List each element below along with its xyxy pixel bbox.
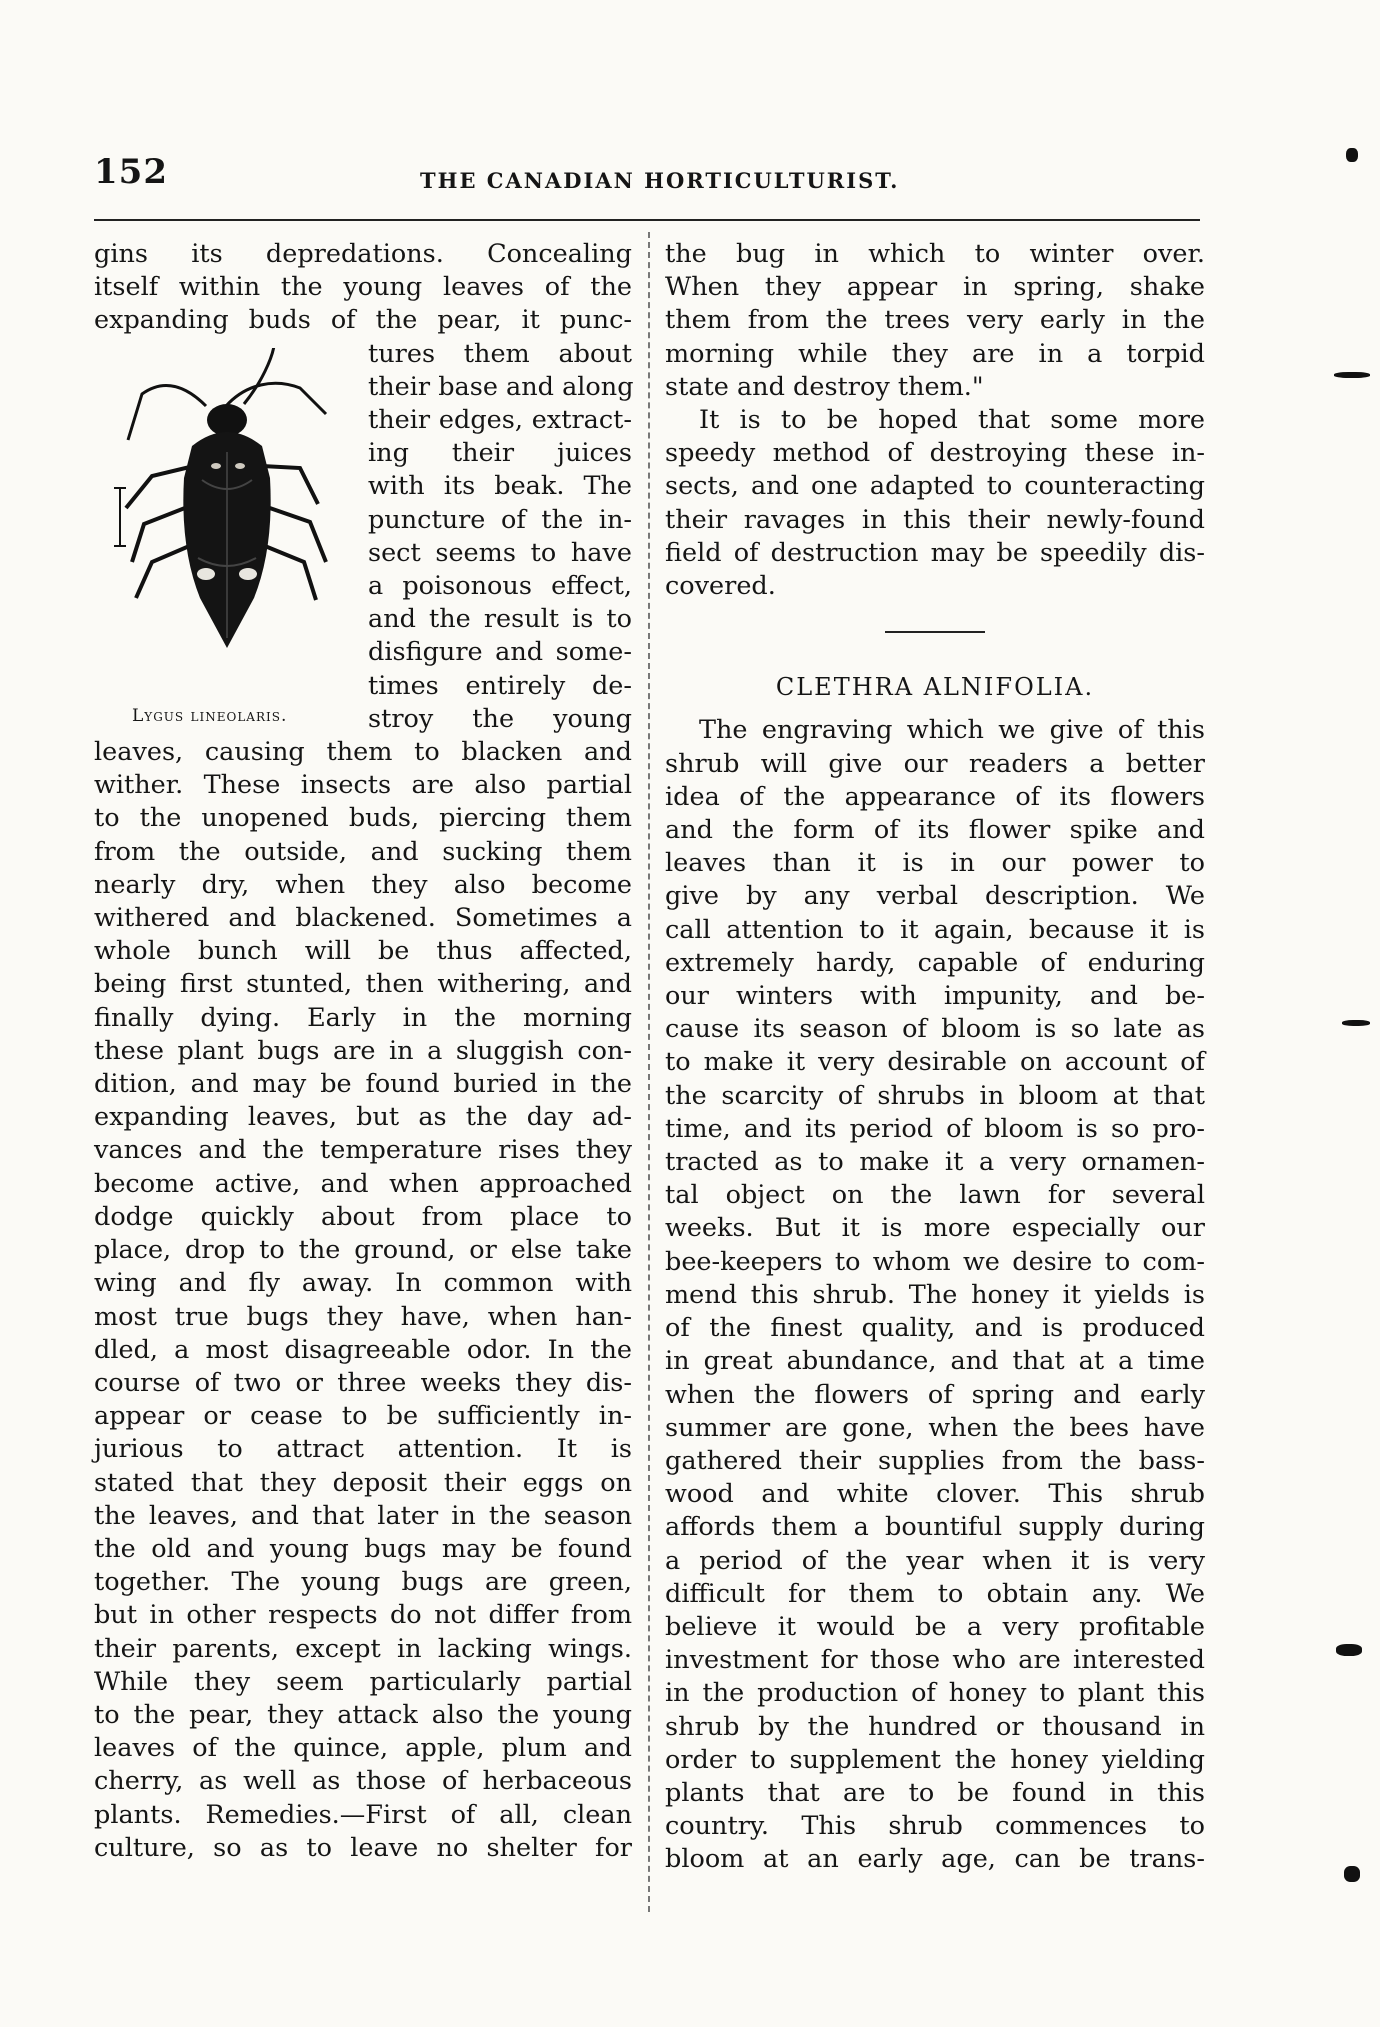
text-line: our winters with impunity, and be-	[665, 981, 1205, 1012]
text-line: plants. Remedies.—First of all, clean	[94, 1799, 632, 1830]
text-line: to make it very desirable on account of	[665, 1047, 1205, 1078]
text-line: and the form of its flower spike and	[665, 815, 1205, 846]
text-line: nearly dry, when they also become	[94, 869, 632, 900]
text-line: disfigure and some-	[368, 637, 632, 668]
text-line: ing their juices	[368, 438, 632, 469]
margin-mark	[1336, 1644, 1362, 1656]
text-line: place, drop to the ground, or else take	[94, 1235, 632, 1266]
header-rule	[94, 219, 1200, 221]
text-line: It is to be hoped that some more	[699, 405, 1205, 436]
text-line: bee-keepers to whom we desire to com-	[665, 1246, 1205, 1277]
text-line: bloom at an early age, can be trans-	[665, 1844, 1205, 1875]
text-line: the leaves, and that later in the season	[94, 1500, 632, 1531]
text-line: from the outside, and sucking them	[94, 836, 632, 867]
text-line: the old and young bugs may be found	[94, 1533, 632, 1564]
text-line: idea of the appearance of its flowers	[665, 781, 1205, 812]
text-line: summer are gone, when the bees have	[665, 1412, 1205, 1443]
text-line: together. The young bugs are green,	[94, 1567, 632, 1598]
text-line: tracted as to make it a very ornamen-	[665, 1147, 1205, 1178]
text-line: shrub will give our readers a better	[665, 748, 1205, 779]
plant-bug-illustration	[94, 348, 364, 708]
text-line: most true bugs they have, when han-	[94, 1301, 632, 1332]
margin-mark	[1346, 148, 1358, 162]
text-line: their base and along	[368, 371, 634, 402]
text-line: gins its depredations. Concealing	[94, 239, 632, 269]
text-line: their ravages in this their newly-found	[665, 504, 1205, 535]
text-line: time, and its period of bloom is so pro-	[665, 1113, 1205, 1144]
text-line: leaves of the quince, apple, plum and	[94, 1733, 632, 1764]
text-line: difficult for them to obtain any. We	[665, 1578, 1205, 1609]
text-line: their parents, except in lacking wings.	[94, 1633, 632, 1664]
text-line: sects, and one adapted to counteracting	[665, 471, 1205, 502]
text-line: finally dying. Early in the morning	[94, 1002, 632, 1033]
text-line: tal object on the lawn for several	[665, 1180, 1205, 1211]
text-line: leaves, causing them to blacken and	[94, 737, 632, 768]
text-line: times entirely de-	[368, 670, 632, 701]
text-line: wither. These insects are also partial	[94, 770, 632, 801]
text-line: sect seems to have	[368, 537, 632, 568]
text-line: whole bunch will be thus affected,	[94, 936, 632, 967]
text-line: state and destroy them."	[665, 371, 984, 402]
text-line: withered and blackened. Sometimes a	[94, 903, 632, 934]
text-line: appear or cease to be sufficiently in-	[94, 1401, 632, 1432]
text-line: them from the trees very early in the	[665, 305, 1205, 336]
text-line: to the unopened buds, piercing them	[94, 803, 632, 834]
text-line: in the production of honey to plant this	[665, 1678, 1205, 1709]
right-para-1	[665, 238, 1205, 404]
text-line: their edges, extract-	[368, 405, 632, 436]
scale-mark	[114, 488, 126, 546]
left-top-lines	[94, 238, 632, 338]
text-line: expanding buds of the pear, it punc-	[94, 305, 632, 336]
text-line: covered.	[665, 571, 776, 602]
text-line: plants that are to be found in this	[665, 1777, 1205, 1808]
text-line: stroy the young	[368, 703, 632, 734]
text-line: mend this shrub. The honey it yields is	[665, 1279, 1205, 1310]
text-line: field of destruction may be speedily dis-	[665, 537, 1205, 568]
text-line: but in other respects do not differ from	[94, 1600, 632, 1631]
text-line: to the pear, they attack also the young	[94, 1699, 632, 1730]
text-line: these plant bugs are in a sluggish con-	[94, 1035, 632, 1066]
text-line: dition, and may be found buried in the	[94, 1069, 632, 1100]
text-line: become active, and when approached	[94, 1168, 632, 1199]
section-ornament-rule	[885, 631, 985, 633]
text-line: While they seem particularly partial	[94, 1666, 632, 1697]
text-line: The engraving which we give of this	[699, 715, 1205, 746]
text-line: expanding leaves, but as the day ad-	[94, 1102, 632, 1133]
text-line: being first stunted, then withering, and	[94, 969, 632, 1000]
text-line: weeks. But it is more especially our	[665, 1213, 1205, 1244]
text-line: wood and white clover. This shrub	[665, 1479, 1205, 1510]
text-line: culture, so as to leave no shelter for	[94, 1832, 632, 1863]
text-line: tures them about	[368, 338, 632, 369]
text-line: leaves than it is in our power to	[665, 848, 1205, 879]
text-line: extremely hardy, capable of enduring	[665, 947, 1205, 978]
text-line: When they appear in spring, shake	[665, 272, 1205, 303]
column-divider	[648, 232, 650, 1912]
text-line: believe it would be a very profitable	[665, 1611, 1205, 1642]
text-line: cherry, as well as those of herbaceous	[94, 1766, 632, 1797]
text-line: course of two or three weeks they dis-	[94, 1367, 632, 1398]
text-line: call attention to it again, because it is	[665, 914, 1205, 945]
text-line: the bug in which to winter over.	[665, 239, 1205, 269]
margin-mark	[1344, 1866, 1360, 1882]
running-head: THE CANADIAN HORTICULTURIST.	[420, 168, 900, 193]
text-line: speedy method of destroying these in-	[665, 438, 1205, 469]
text-line: stated that they deposit their eggs on	[94, 1467, 632, 1498]
text-line: itself within the young leaves of the	[94, 272, 632, 303]
text-line: give by any verbal description. We	[665, 881, 1205, 912]
page-number: 152	[94, 152, 168, 192]
text-line: shrub by the hundred or thousand in	[665, 1711, 1205, 1742]
text-line: jurious to attract attention. It is	[94, 1434, 632, 1465]
insect-body	[183, 404, 270, 648]
text-line: of the finest quality, and is produced	[665, 1313, 1205, 1344]
right-column	[665, 238, 1205, 1877]
figure-caption: Lygus lineolaris.	[132, 706, 288, 726]
margin-mark	[1334, 372, 1370, 378]
text-line: cause its season of bloom is so late as	[665, 1014, 1205, 1045]
text-line: affords them a bountiful supply during	[665, 1512, 1205, 1543]
text-line: in great abundance, and that at a time	[665, 1346, 1205, 1377]
text-line: vances and the temperature rises they	[94, 1135, 632, 1166]
text-line: morning while they are in a torpid	[665, 338, 1205, 369]
text-line: and the result is to	[368, 604, 632, 635]
text-line: a period of the year when it is very	[665, 1545, 1205, 1576]
right-para-3	[665, 714, 1205, 1876]
left-bottom-lines	[94, 736, 632, 1865]
text-line: investment for those who are interested	[665, 1645, 1205, 1676]
text-line: gathered their supplies from the bass-	[665, 1445, 1205, 1476]
text-line: order to supplement the honey yielding	[665, 1744, 1205, 1775]
text-line: dled, a most disagreeable odor. In the	[94, 1334, 632, 1365]
margin-mark	[1342, 1020, 1370, 1026]
text-line: puncture of the in-	[368, 504, 632, 535]
right-para-2	[665, 404, 1205, 603]
text-line: a poisonous effect,	[368, 571, 632, 602]
text-line: wing and fly away. In common with	[94, 1268, 632, 1299]
insect-figure	[94, 348, 364, 738]
text-line: dodge quickly about from place to	[94, 1201, 632, 1232]
text-line: when the flowers of spring and early	[665, 1379, 1205, 1410]
text-line: the scarcity of shrubs in bloom at that	[665, 1080, 1205, 1111]
section-heading: CLETHRA ALNIFOLIA.	[775, 673, 1095, 702]
text-line: country. This shrub commences to	[665, 1811, 1205, 1842]
text-line: with its beak. The	[368, 471, 632, 502]
